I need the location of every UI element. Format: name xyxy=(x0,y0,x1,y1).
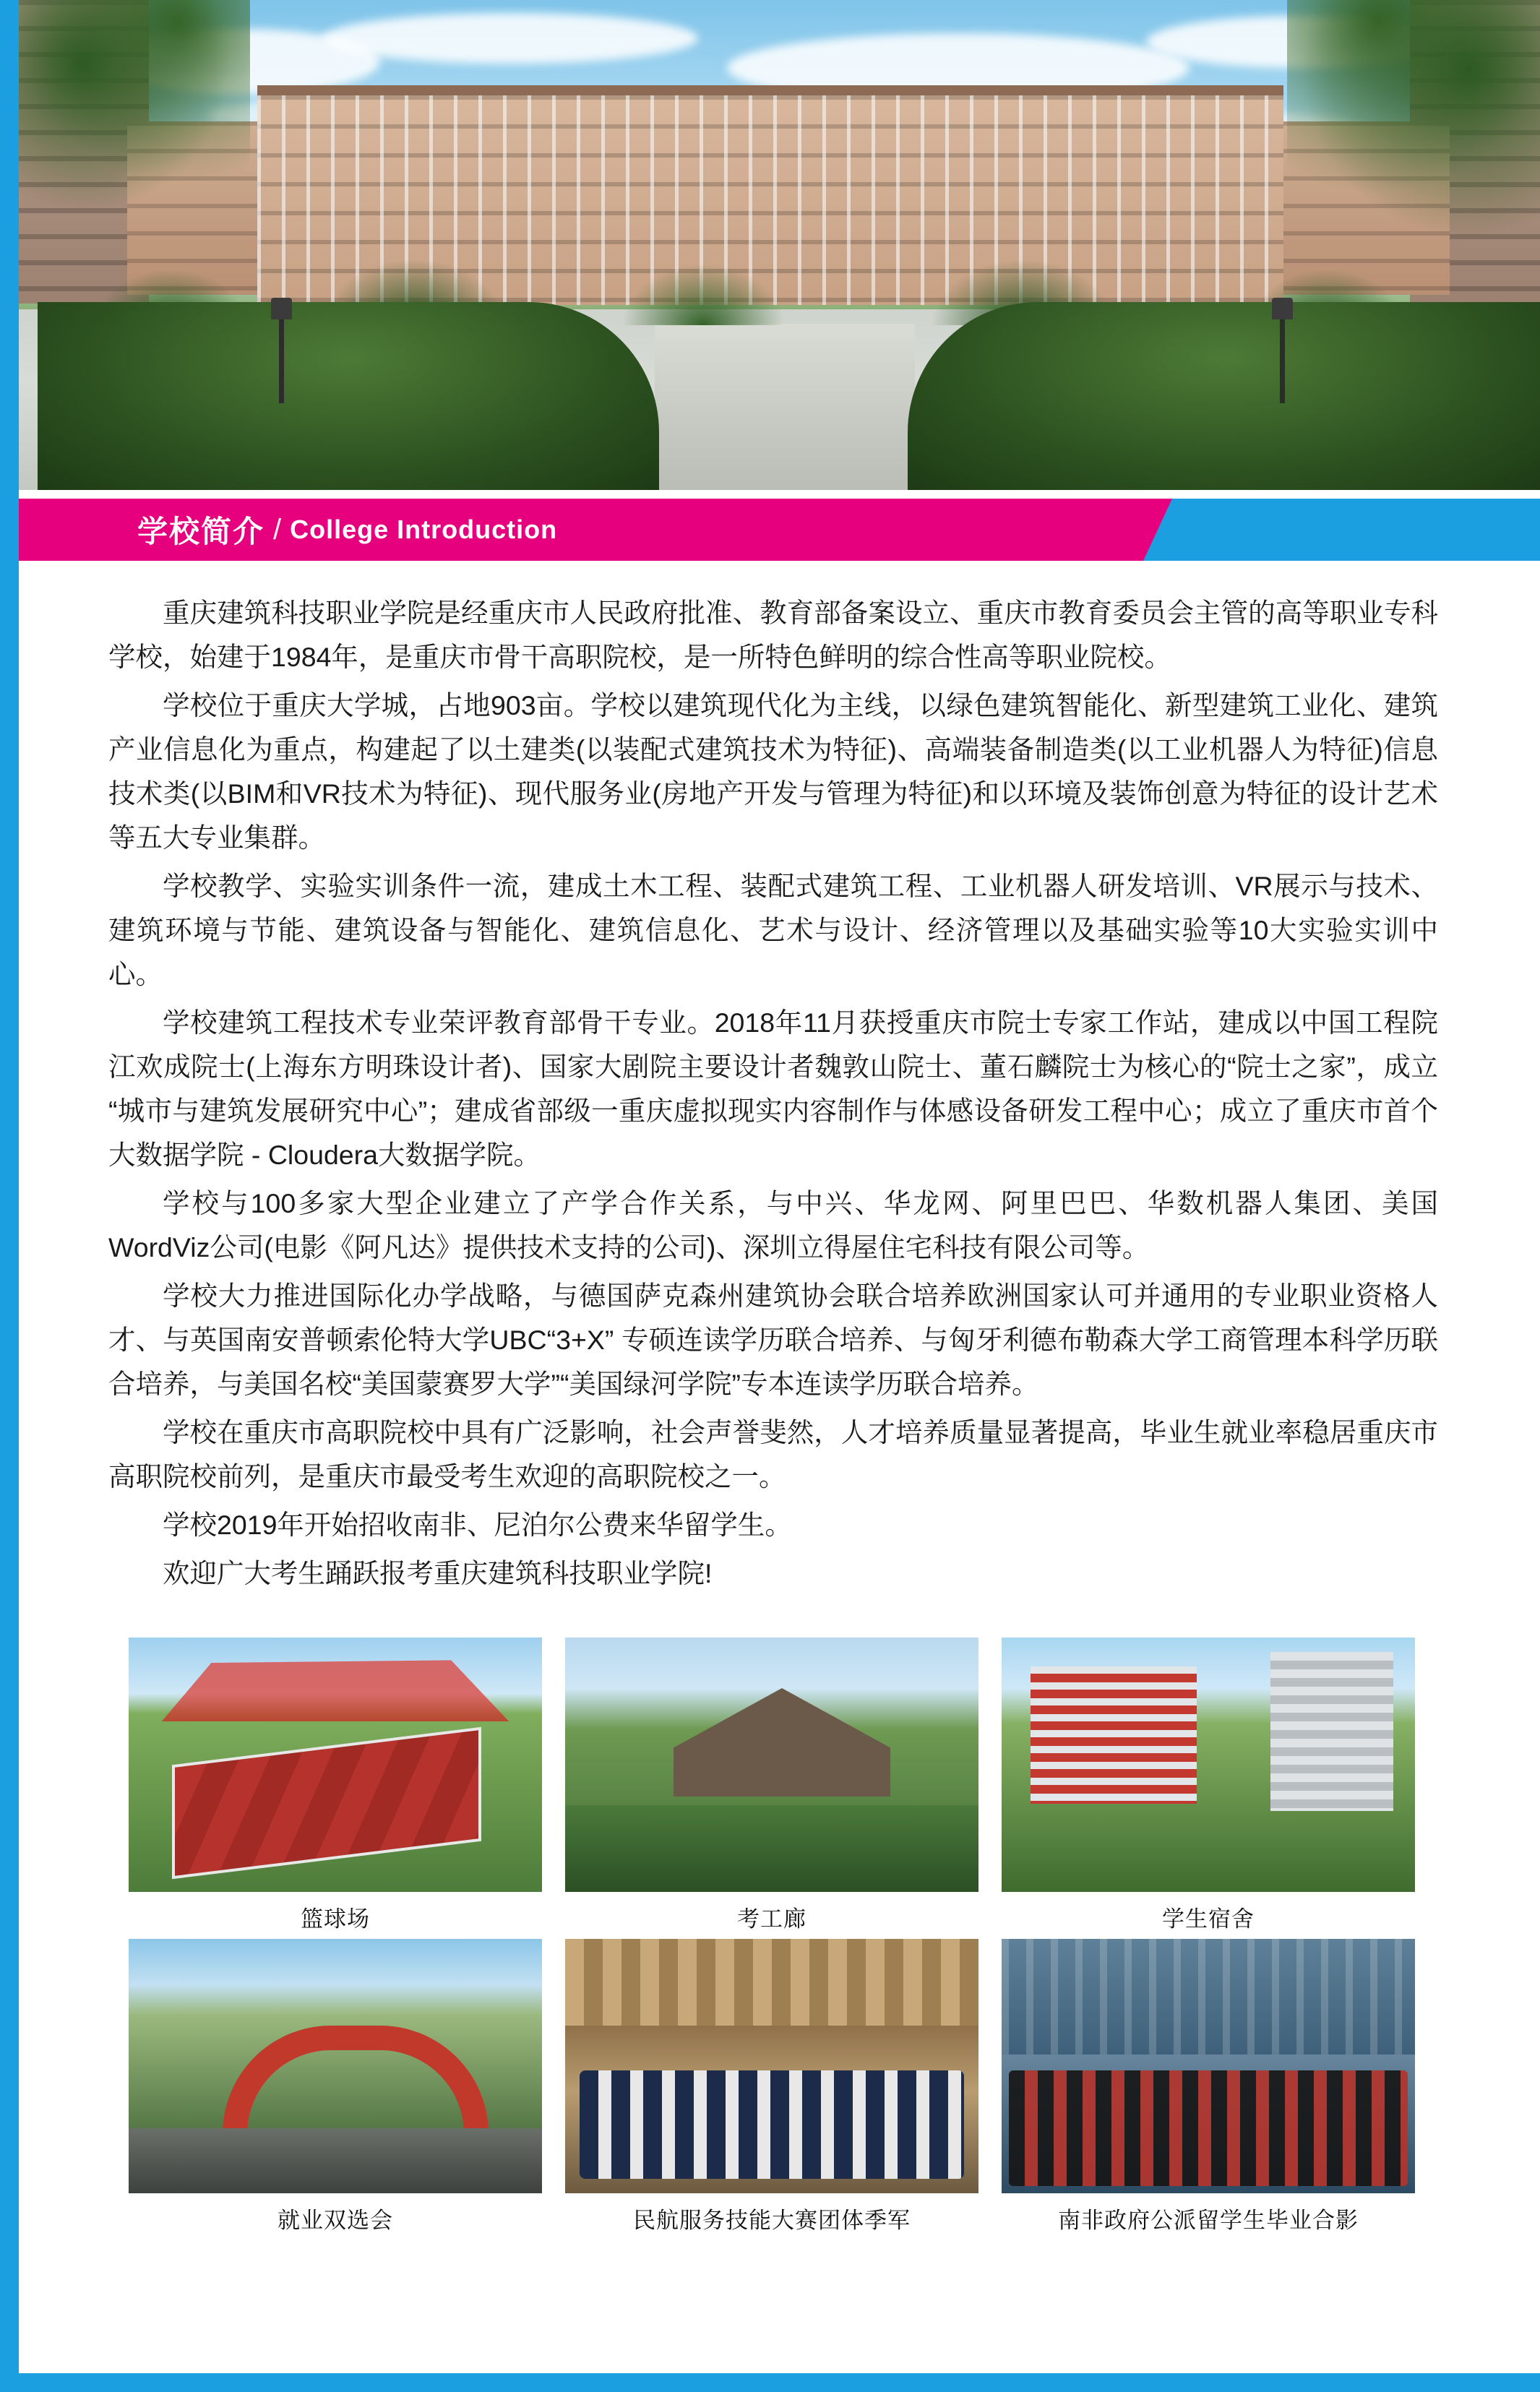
photo-job-fair xyxy=(129,1939,542,2234)
cloud-shape xyxy=(322,13,698,64)
college-introduction-text xyxy=(108,591,1438,1600)
photo-caption: 篮球场 xyxy=(301,1906,370,1932)
photo-image xyxy=(565,1638,978,1892)
foreground-foliage-left xyxy=(19,0,250,231)
hedge-right xyxy=(908,302,1540,490)
photo-image xyxy=(1002,1638,1415,1892)
plaza-walkway xyxy=(655,324,915,490)
section-title-en: College Introduction xyxy=(290,515,558,544)
hedge-left xyxy=(38,302,659,490)
photo-image xyxy=(129,1638,542,1892)
intro-paragraph: 学校2019年开始招收南非、尼泊尔公费来华留学生。 xyxy=(163,1510,792,1540)
photo-image xyxy=(565,1939,978,2193)
foreground-foliage-right xyxy=(1287,0,1540,267)
banner-blue-block xyxy=(1172,499,1540,561)
intro-paragraph: 学校建筑工程技术专业荣评教育部骨干专业。2018年11月获授重庆市院士专家工作站，建成以中国工程院江欢成院士(上海东方明珠设计者)、国家大剧院主要设计者魏敦山院士、董石麟院士为核心的“院士之家”，成立“城市与建筑发展研究中心”；建成省部级一重庆虚拟现实内容制作与体感设备研发工程中心；成立了重庆市首个大数据学院 - Cloudera大数据学院。 xyxy=(108,1007,1438,1170)
section-title-cn: 学校简介 xyxy=(137,515,265,548)
intro-paragraph: 学校大力推进国际化办学战略，与德国萨克森州建筑协会联合培养欧洲国家认可并通用的专业职业资格人才、与英国南安普顿索伦特大学UBC“3+X” 专硕连读学历联合培养、与匈牙利德布勒森大学工商管理本科学历联合培养，与美国名校“美国蒙赛罗大学”“美国绿河学院”专本连读学历联合培养。 xyxy=(108,1281,1438,1399)
photo-caption: 南非政府公派留学生毕业合影 xyxy=(1058,2208,1359,2233)
gallery-row xyxy=(129,1638,1415,1933)
photo-image xyxy=(1002,1939,1415,2193)
campus-photo-gallery xyxy=(129,1638,1415,2240)
intro-paragraph: 重庆建筑科技职业学院是经重庆市人民政府批准、教育部备案设立、重庆市教育委员会主管的高等职业专科学校，始建于1984年，是重庆市骨干高职院校，是一所特色鲜明的综合性高等职业院校。 xyxy=(108,598,1438,672)
photo-south-africa-graduates xyxy=(1002,1939,1415,2234)
hero-campus-photo xyxy=(19,0,1540,490)
bottom-accent-rail xyxy=(0,2373,1540,2392)
photo-kaogong-corridor xyxy=(565,1638,978,1933)
photo-caption: 学生宿舍 xyxy=(1162,1906,1255,1932)
photo-aviation-skills-contest xyxy=(565,1939,978,2234)
section-header-banner xyxy=(19,499,1540,561)
gallery-row xyxy=(129,1939,1415,2234)
photo-student-dormitory xyxy=(1002,1638,1415,1933)
intro-paragraph: 学校教学、实验实训条件一流，建成土木工程、装配式建筑工程、工业机器人研发培训、VR展示与技术、建筑环境与节能、建筑设备与智能化、建筑信息化、艺术与设计、经济管理以及基础实验等10大实验实训中心。 xyxy=(108,871,1438,989)
section-title-separator: / xyxy=(273,513,282,546)
photo-image xyxy=(129,1939,542,2193)
street-lamp-icon xyxy=(279,317,284,403)
banner-title-group xyxy=(137,499,557,561)
street-lamp-icon xyxy=(1280,317,1285,403)
photo-caption: 民航服务技能大赛团体季军 xyxy=(633,2208,911,2233)
intro-paragraph: 学校与100多家大型企业建立了产学合作关系，与中兴、华龙网、阿里巴巴、华数机器人集团、美国WordViz公司(电影《阿凡达》提供技术支持的公司)、深圳立得屋住宅科技有限公司等。 xyxy=(108,1188,1438,1262)
photo-basketball-court xyxy=(129,1638,542,1933)
intro-paragraph: 学校在重庆市高职院校中具有广泛影响，社会声誉斐然，人才培养质量显著提高，毕业生就业率稳居重庆市高职院校前列，是重庆市最受考生欢迎的高职院校之一。 xyxy=(108,1417,1438,1492)
left-accent-rail xyxy=(0,0,19,2392)
intro-paragraph: 欢迎广大考生踊跃报考重庆建筑科技职业学院! xyxy=(163,1558,713,1588)
intro-paragraph: 学校位于重庆大学城，占地903亩。学校以建筑现代化为主线，以绿色建筑智能化、新型建筑工业化、建筑产业信息化为重点，构建起了以土建类(以装配式建筑技术为特征)、高端装备制造类(以工业机器人为特征)信息技术类(以BIM和VR技术为特征)、现代服务业(房地产开发与管理为特征)和以环境及装饰创意为特征的设计艺术等五大专业集群。 xyxy=(108,690,1438,853)
photo-caption: 就业双选会 xyxy=(278,2208,393,2233)
photo-caption: 考工廊 xyxy=(737,1906,806,1932)
